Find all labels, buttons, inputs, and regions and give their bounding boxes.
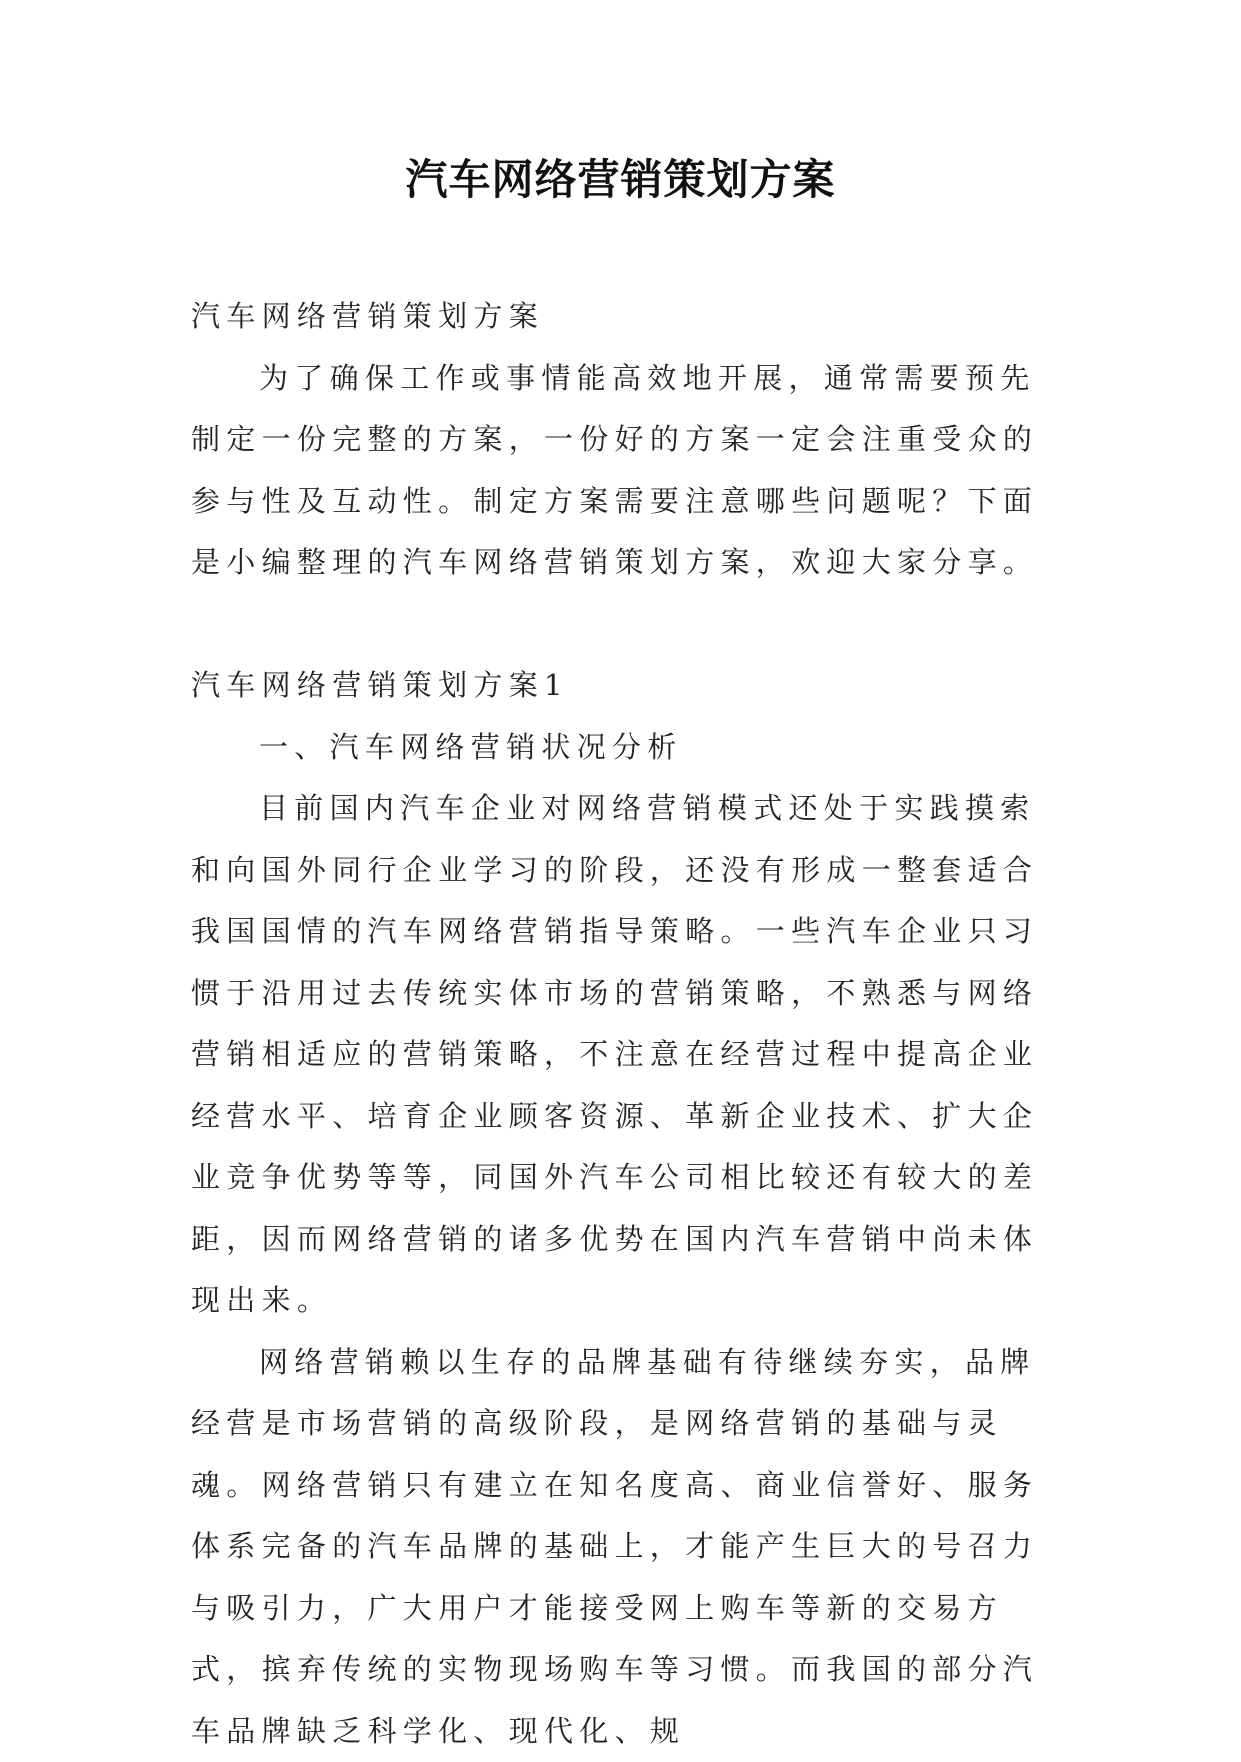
section-title: 汽车网络营销策划方案1	[191, 655, 1051, 717]
section-heading: 一、汽车网络营销状况分析	[191, 717, 1051, 779]
intro-paragraph: 为了确保工作或事情能高效地开展，通常需要预先制定一份完整的方案，一份好的方案一定会注重受众的参与性及互动性。制定方案需要注意哪些问题呢？下面是小编整理的汽车网络营销策划方案，欢迎大家分享。	[191, 348, 1051, 594]
body-paragraph-1: 目前国内汽车企业对网络营销模式还处于实践摸索和向国外同行企业学习的阶段，还没有形成一整套适合我国国情的汽车网络营销指导策略。一些汽车企业只习惯于沿用过去传统实体市场的营销策略，不熟悉与网络营销相适应的营销策略，不注意在经营过程中提高企业经营水平、培育企业顾客资源、革新企业技术、扩大企业竞争优势等等，同国外汽车公司相比较还有较大的差距，因而网络营销的诸多优势在国内汽车营销中尚未体现出来。	[191, 778, 1051, 1332]
body-paragraph-2: 网络营销赖以生存的品牌基础有待继续夯实，品牌经营是市场营销的高级阶段，是网络营销的基础与灵魂。网络营销只有建立在知名度高、商业信誉好、服务体系完备的汽车品牌的基础上，才能产生巨大的号召力与吸引力，广大用户才能接受网上购车等新的交易方式，摈弃传统的实物现场购车等习惯。而我国的部分汽车品牌缺乏科学化、现代化、规	[191, 1332, 1051, 1762]
document-title: 汽车网络营销策划方案	[0, 150, 1241, 210]
document-body	[191, 286, 1051, 1762]
document-subtitle: 汽车网络营销策划方案	[191, 286, 1051, 348]
